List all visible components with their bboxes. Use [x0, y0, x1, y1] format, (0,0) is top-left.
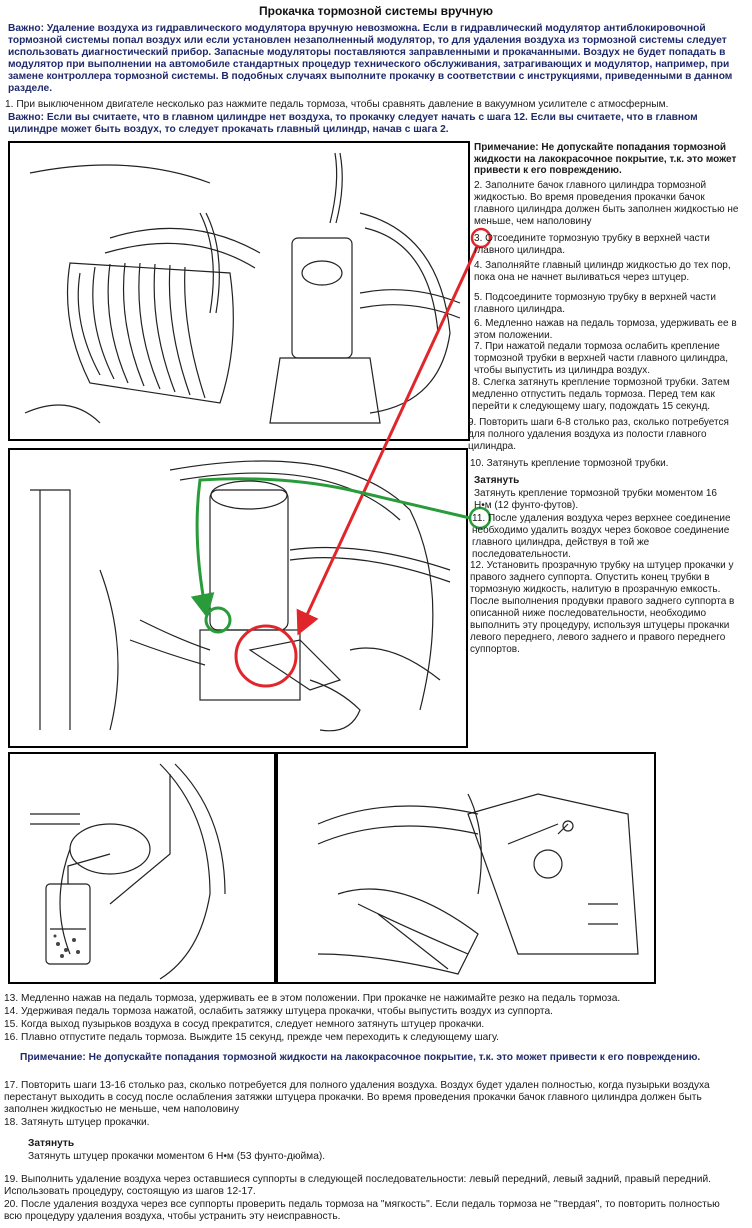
red-arrow: [300, 245, 478, 630]
important-note-master-cylinder: Важно: Если вы считаете, что в главном цилиндре нет воздуха, то прокачку следует начать с шага 12. Если вы считаете, что в главном цилиндре может быть воздух, то следует прокачать главный цилиндр, начав с шага 2.: [8, 112, 698, 135]
step-6: 6. Медленно нажав на педаль тормоза, удерживать ее в этом положении.: [474, 318, 737, 341]
step-11: [472, 513, 748, 561]
step-19: 19. Выполнить удаление воздуха через оставшиеся суппорты в следующей последовательности: левый передний, левый задний, правый передний. Использовать процедуру, состоящую из шагов 12-17.: [4, 1174, 711, 1198]
step-4: 4. Заполняйте главный цилиндр жидкостью до тех пор, пока она не начнет выливаться через штуцер.: [474, 260, 731, 283]
page-title: Прокачка тормозной системы вручную: [259, 4, 493, 18]
step-11-number: 11: [472, 513, 483, 524]
step-7: 7. При нажатой педали тормоза ослабить крепление тормозной трубки в верхней части главного цилиндра, чтобы выпустить из цилиндра воздух.: [474, 341, 729, 376]
step-8: 8. Слегка затянуть крепление тормозной трубки. Затем медленно отпустить педаль тормоза. Перед тем как перейти к следующему шагу, подождать 15 секунд.: [472, 377, 730, 412]
step-17: 17. Повторить шаги 13-16 столько раз, сколько потребуется для полного удаления воздуха. Воздух будет удален полностью, когда пузырьки воздуха перестанут выходить в сосуд после ослабления затяжки штуцера прокачки. Во время проведения прокачки бачок главного цилиндра должен быть заполнен жидкостью не меньше, чем наполовину: [4, 1080, 710, 1116]
side-tighten-spec: Затянуть крепление тормозной трубки моментом 16 Н•м (12 фунто-футов).: [474, 488, 717, 511]
step-10: 10. Затянуть крепление тормозной трубки.: [470, 458, 669, 469]
step-1: 1. При выключенном двигателе несколько раз нажмите педаль тормоза, чтобы сравнять давление в вакуумном усилителе с атмосферным.: [5, 99, 669, 110]
bottom-tighten-heading: Затянуть: [28, 1138, 75, 1149]
side-note: Примечание: Не допускайте попадания тормозной жидкости на лакокрасочное покрытие, т.к. это может привести к его повреждению.: [474, 142, 737, 177]
illustration-bleed-bottle: [8, 752, 276, 984]
step-15: 15. Когда выход пузырьков воздуха в сосуд прекратится, следует немного затянуть штуцер прокачки.: [4, 1019, 485, 1030]
step-16: 16. Плавно отпустите педаль тормоза. Выждите 15 секунд, прежде чем переходить к следующему шагу.: [4, 1032, 499, 1043]
illustration-caliper-bleeder: [276, 752, 656, 984]
step-9: 9. Повторить шаги 6-8 столько раз, сколько потребуется для полного удаления воздуха из полости главного цилиндра.: [468, 417, 729, 452]
step-3-number: 3: [474, 233, 480, 244]
step-20: 20. После удаления воздуха через все суппорты проверить педаль тормоза на "мягкость". Если педаль тормоза не "твердая", то повторить полностью всю процедуру удаления воздуха, чтобы устранить эту неисправность.: [4, 1199, 720, 1223]
bottom-note: Примечание: Не допускайте попадания тормозной жидкости на лакокрасочное покрытие, т.к. это может привести к его повреждению.: [20, 1052, 701, 1063]
side-tighten-heading: Затянуть: [474, 475, 520, 486]
bottom-tighten-spec: Затянуть штуцер прокачки моментом 6 Н•м (53 фунто-дюйма).: [28, 1151, 326, 1162]
important-note-modulator: Важно: Удаление воздуха из гидравлического модулятора вручную невозможна. Если в гидравлический модулятор антиблокировочной тормозной системы попал воздух или если установлен незаполненный модулятор, то для удаления воздуха из тормозной системы следует использовать диагностический прибор. Запасные модуляторы поставляются заправленными и прокачанными. Воздух не будет попадать в модулятор при выполнении на автомобиле стандартных процедур технического обслуживания, затрагивающих и модулятор, например, при замене контроллера тормозной системы. В подобных случаях выполните прокачку в соответствии с инструкциями, приведенными в данном разделе.: [8, 23, 733, 94]
step-3: [474, 233, 746, 257]
step-13: 13. Медленно нажав на педаль тормоза, удерживать ее в этом положении. При прокачке не нажимайте резко на педаль тормоза.: [4, 993, 621, 1004]
step-11-text: . После удаления воздуха через верхнее соединение необходимо удалить воздух через боковое соединение главного цилиндра, действуя в той же последовательности.: [472, 513, 731, 560]
step-2: 2. Заполните бачок главного цилиндра тормозной жидкостью. Во время проведения прокачки бачок главного цилиндра должен быть заполнен жидкостью не меньше, чем наполовину: [474, 180, 739, 227]
step-12: 12. Установить прозрачную трубку на штуцер прокачки у правого заднего суппорта. Опустить конец трубки в тормозную жидкость, налитую в прозрачную емкость. После выполнения продувки правого заднего суппорта в описанной ниже последовательности, необходимо выполнить эту процедуру, используя штуцеры прокачки левого переднего, левого заднего и правого переднего суппортов.: [470, 560, 735, 655]
step-3-text: . Отсоедините тормозную трубку в верхней части главного цилиндра.: [474, 233, 710, 256]
step-18: 18. Затянуть штуцер прокачки.: [4, 1117, 150, 1128]
step-14: 14. Удерживая педаль тормоза нажатой, ослабить затяжку штуцера прокачки, чтобы выпустить воздух из суппорта.: [4, 1006, 553, 1017]
step-5: 5. Подсоедините тормозную трубку в верхней части главного цилиндра.: [474, 292, 716, 315]
green-arrow: [197, 479, 470, 612]
